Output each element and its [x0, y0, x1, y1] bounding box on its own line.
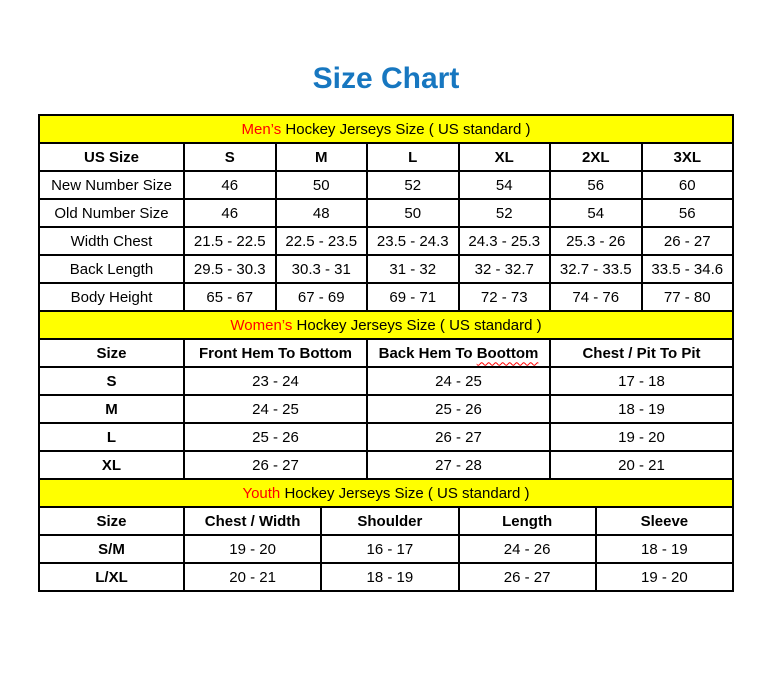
womens-column-header: Front Hem To Bottom — [184, 339, 367, 367]
mens-column-header: M — [276, 143, 368, 171]
womens-size-cell: 24 - 25 — [184, 395, 367, 423]
mens-row-label: Body Height — [39, 283, 184, 311]
mens-data-row — [39, 199, 733, 227]
mens-banner — [39, 115, 733, 143]
youth-size-table — [38, 478, 734, 592]
mens-size-cell: 56 — [550, 171, 642, 199]
mens-size-cell: 72 - 73 — [459, 283, 551, 311]
womens-banner-highlight: Women’s — [230, 316, 293, 334]
mens-column-header: XL — [459, 143, 551, 171]
womens-data-row — [39, 367, 733, 395]
womens-column-header: Size — [39, 339, 184, 367]
youth-size-cell: 19 - 20 — [596, 563, 733, 591]
mens-data-row — [39, 283, 733, 311]
mens-size-cell: 32.7 - 33.5 — [550, 255, 642, 283]
mens-size-cell: 60 — [642, 171, 734, 199]
mens-size-cell: 24.3 - 25.3 — [459, 227, 551, 255]
mens-size-cell: 46 — [184, 171, 276, 199]
womens-size-cell: 25 - 26 — [184, 423, 367, 451]
youth-banner — [39, 479, 733, 507]
youth-column-header: Size — [39, 507, 184, 535]
page-title: Size Chart — [312, 62, 460, 95]
youth-banner-text: Hockey Jerseys Size ( US standard ) — [280, 484, 530, 502]
youth-row-label: L/XL — [39, 563, 184, 591]
mens-size-cell: 23.5 - 24.3 — [367, 227, 459, 255]
mens-data-row — [39, 227, 733, 255]
youth-column-header: Length — [459, 507, 596, 535]
mens-column-header: S — [184, 143, 276, 171]
womens-size-cell: 26 - 27 — [184, 451, 367, 479]
mens-column-header: US Size — [39, 143, 184, 171]
womens-banner — [39, 311, 733, 339]
womens-data-row — [39, 451, 733, 479]
mens-column-header: 2XL — [550, 143, 642, 171]
youth-size-cell: 26 - 27 — [459, 563, 596, 591]
mens-size-cell: 52 — [367, 171, 459, 199]
mens-data-row — [39, 171, 733, 199]
mens-column-header: L — [367, 143, 459, 171]
mens-size-cell: 22.5 - 23.5 — [276, 227, 368, 255]
mens-size-cell: 77 - 80 — [642, 283, 734, 311]
womens-column-header — [367, 339, 550, 367]
womens-column-header: Chest / Pit To Pit — [550, 339, 733, 367]
mens-row-label: New Number Size — [39, 171, 184, 199]
mens-column-header: 3XL — [642, 143, 734, 171]
mens-banner-text: Hockey Jerseys Size ( US standard ) — [281, 120, 531, 138]
youth-column-header: Chest / Width — [184, 507, 321, 535]
column-header-text: Back Hem To — [378, 344, 477, 362]
mens-size-cell: 31 - 32 — [367, 255, 459, 283]
youth-size-cell: 19 - 20 — [184, 535, 321, 563]
womens-row-label: XL — [39, 451, 184, 479]
youth-data-row — [39, 563, 733, 591]
mens-size-cell: 69 - 71 — [367, 283, 459, 311]
womens-data-row — [39, 423, 733, 451]
mens-size-cell: 74 - 76 — [550, 283, 642, 311]
mens-row-label: Back Length — [39, 255, 184, 283]
mens-size-cell: 46 — [184, 199, 276, 227]
mens-row-label: Old Number Size — [39, 199, 184, 227]
youth-size-cell: 20 - 21 — [184, 563, 321, 591]
mens-size-cell: 56 — [642, 199, 734, 227]
youth-column-header: Sleeve — [596, 507, 733, 535]
mens-size-cell: 65 - 67 — [184, 283, 276, 311]
womens-size-cell: 18 - 19 — [550, 395, 733, 423]
womens-size-cell: 23 - 24 — [184, 367, 367, 395]
womens-header-row — [39, 339, 733, 367]
mens-size-cell: 50 — [276, 171, 368, 199]
mens-row-label: Width Chest — [39, 227, 184, 255]
youth-banner-highlight: Youth — [242, 484, 281, 502]
mens-size-cell: 25.3 - 26 — [550, 227, 642, 255]
youth-size-cell: 24 - 26 — [459, 535, 596, 563]
youth-banner-row — [39, 479, 733, 507]
youth-data-row — [39, 535, 733, 563]
womens-size-cell: 26 - 27 — [367, 423, 550, 451]
mens-data-row — [39, 255, 733, 283]
mens-size-cell: 30.3 - 31 — [276, 255, 368, 283]
womens-banner-text: Hockey Jerseys Size ( US standard ) — [292, 316, 542, 334]
womens-size-cell: 24 - 25 — [367, 367, 550, 395]
mens-size-table — [38, 114, 734, 312]
mens-size-cell: 32 - 32.7 — [459, 255, 551, 283]
mens-size-cell: 67 - 69 — [276, 283, 368, 311]
mens-banner-row — [39, 115, 733, 143]
mens-size-cell: 29.5 - 30.3 — [184, 255, 276, 283]
mens-size-cell: 50 — [367, 199, 459, 227]
misspelled-word: Boottom — [476, 344, 539, 362]
mens-size-cell: 26 - 27 — [642, 227, 734, 255]
womens-row-label: L — [39, 423, 184, 451]
womens-size-table — [38, 310, 734, 480]
youth-header-row — [39, 507, 733, 535]
mens-header-row — [39, 143, 733, 171]
youth-column-header: Shoulder — [321, 507, 458, 535]
youth-size-cell: 18 - 19 — [596, 535, 733, 563]
mens-size-cell: 52 — [459, 199, 551, 227]
size-chart-tables — [38, 114, 734, 592]
mens-size-cell: 21.5 - 22.5 — [184, 227, 276, 255]
mens-size-cell: 48 — [276, 199, 368, 227]
womens-size-cell: 27 - 28 — [367, 451, 550, 479]
womens-size-cell: 25 - 26 — [367, 395, 550, 423]
womens-size-cell: 19 - 20 — [550, 423, 733, 451]
youth-size-cell: 16 - 17 — [321, 535, 458, 563]
youth-size-cell: 18 - 19 — [321, 563, 458, 591]
mens-size-cell: 54 — [459, 171, 551, 199]
womens-data-row — [39, 395, 733, 423]
mens-size-cell: 33.5 - 34.6 — [642, 255, 734, 283]
womens-size-cell: 17 - 18 — [550, 367, 733, 395]
womens-banner-row — [39, 311, 733, 339]
mens-banner-highlight: Men’s — [241, 120, 282, 138]
youth-row-label: S/M — [39, 535, 184, 563]
womens-row-label: M — [39, 395, 184, 423]
womens-size-cell: 20 - 21 — [550, 451, 733, 479]
womens-row-label: S — [39, 367, 184, 395]
mens-size-cell: 54 — [550, 199, 642, 227]
